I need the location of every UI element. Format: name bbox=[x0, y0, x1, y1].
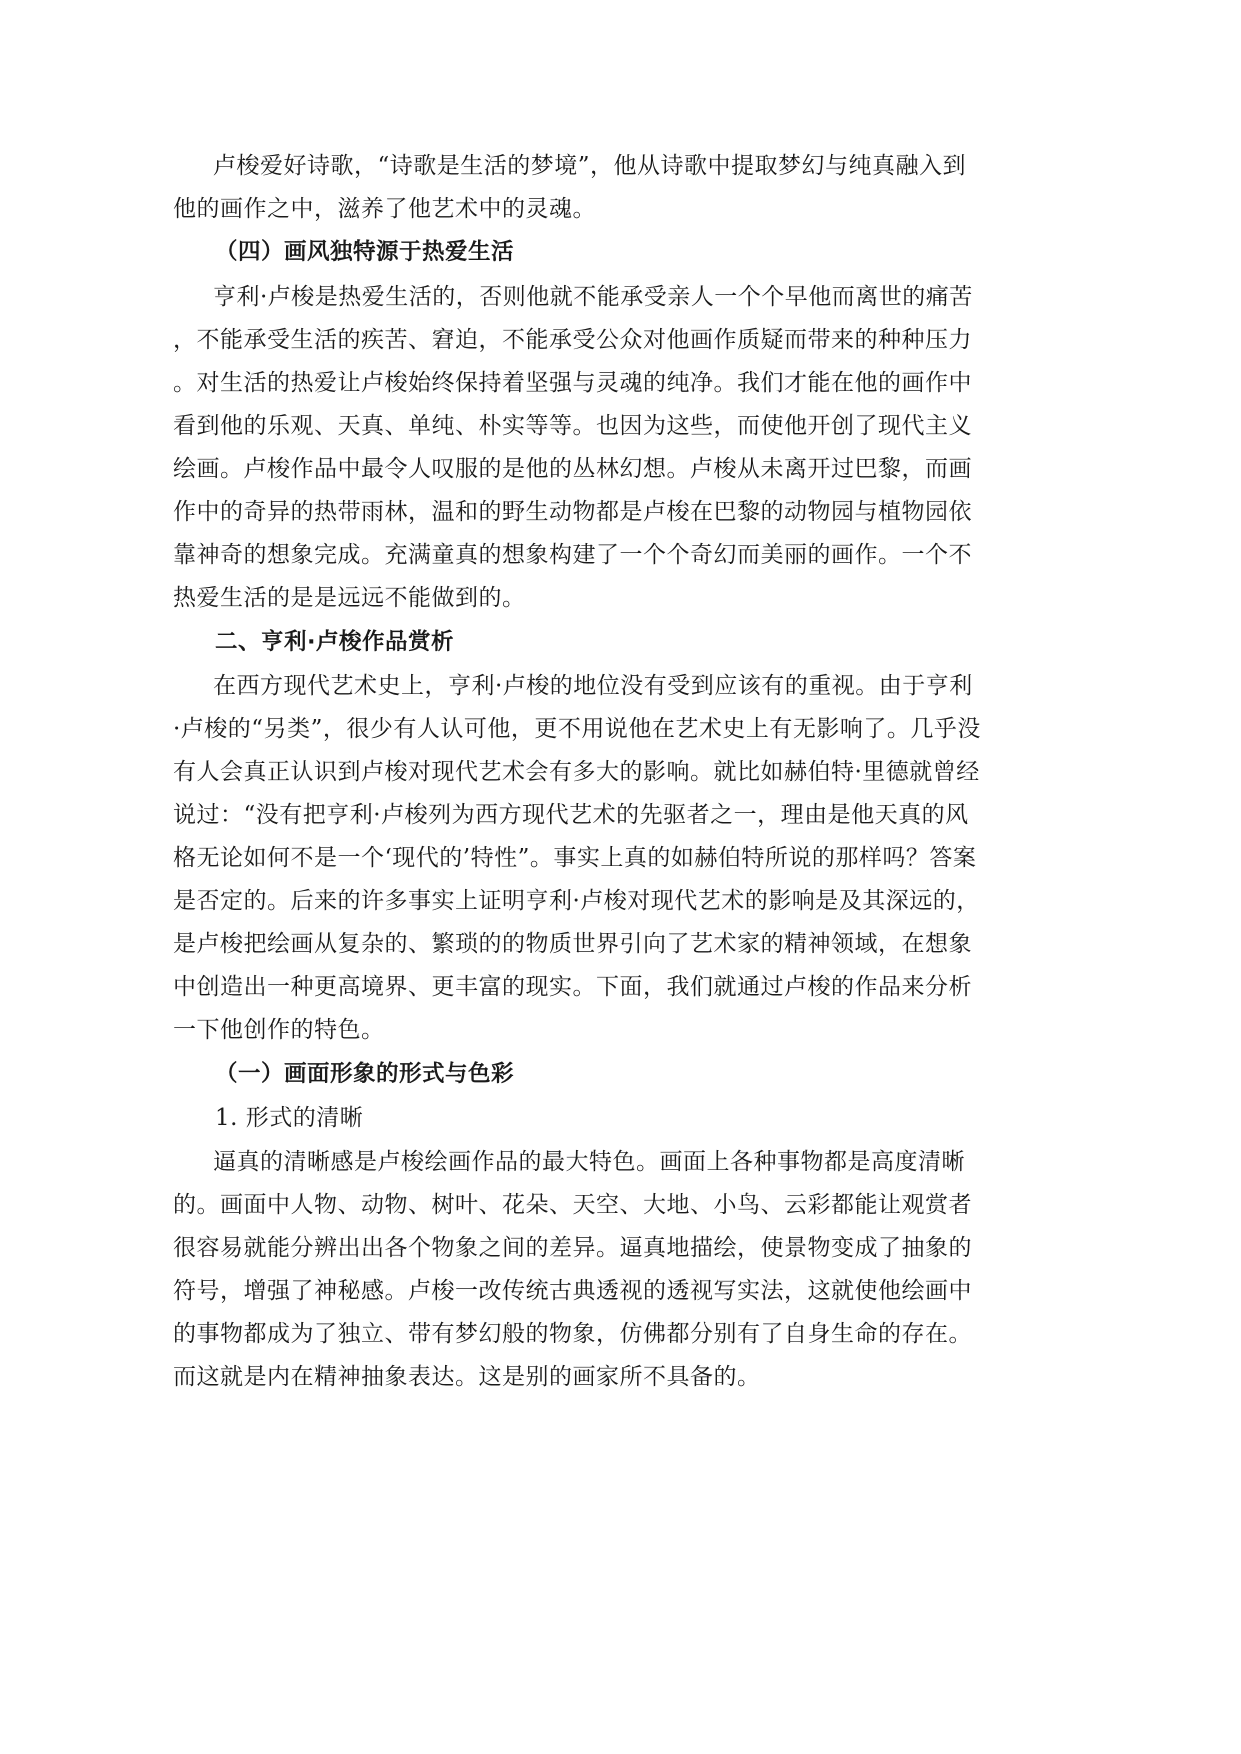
para-4-line-6: 而这就是内在精神抽象表达。这是别的画家所不具备的。 bbox=[173, 1364, 761, 1390]
heading-section-1: （一）画面形象的形式与色彩 bbox=[215, 1061, 515, 1087]
para-3-line-9: 一下他创作的特色。 bbox=[173, 1017, 385, 1043]
para-2-line-5: 绘画。卢梭作品中最令人叹服的是他的丛林幻想。卢梭从未离开过巴黎，而画 bbox=[173, 456, 972, 482]
subheading-1: 1. 形式的清晰 bbox=[215, 1105, 364, 1131]
para-4-line-2: 的。画面中人物、动物、树叶、花朵、天空、大地、小鸟、云彩都能让观赏者 bbox=[173, 1192, 972, 1218]
para-4-line-4: 符号，增强了神秘感。卢梭一改传统古典透视的透视写实法，这就使他绘画中 bbox=[173, 1278, 972, 1304]
para-1-line-2: 他的画作之中，滋养了他艺术中的灵魂。 bbox=[173, 196, 596, 222]
para-2-line-4: 看到他的乐观、天真、单纯、朴实等等。也因为这些，而使他开创了现代主义 bbox=[173, 413, 972, 439]
para-4-line-5: 的事物都成为了独立、带有梦幻般的物象，仿佛都分别有了自身生命的存在。 bbox=[173, 1321, 972, 1347]
para-2-line-1: 亨利·卢梭是热爱生活的，否则他就不能承受亲人一个个早他而离世的痛苦 bbox=[213, 284, 973, 310]
para-3-line-8: 中创造出一种更高境界、更丰富的现实。下面，我们就通过卢梭的作品来分析 bbox=[173, 974, 972, 1000]
para-3-line-1: 在西方现代艺术史上，亨利·卢梭的地位没有受到应该有的重视。由于亨利 bbox=[213, 673, 973, 699]
para-2-line-3: 。对生活的热爱让卢梭始终保持着坚强与灵魂的纯净。我们才能在他的画作中 bbox=[173, 370, 972, 396]
para-4-line-3: 很容易就能分辨出出各个物象之间的差异。逼真地描绘，使景物变成了抽象的 bbox=[173, 1235, 972, 1261]
para-3-line-5: 格无论如何不是一个‘现代的’特性”。事实上真的如赫伯特所说的那样吗？答案 bbox=[173, 845, 977, 871]
para-3-line-2: ·卢梭的“另类”，很少有人认可他，更不用说他在艺术史上有无影响了。几乎没 bbox=[173, 716, 981, 742]
para-3-line-3: 有人会真正认识到卢梭对现代艺术会有多大的影响。就比如赫伯特·里德就曾经 bbox=[173, 759, 980, 785]
heading-part-2: 二、亨利·卢梭作品赏析 bbox=[215, 629, 455, 655]
para-2-line-8: 热爱生活的是是远远不能做到的。 bbox=[173, 585, 526, 611]
para-1-line-1: 卢梭爱好诗歌，“诗歌是生活的梦境”，他从诗歌中提取梦幻与纯真融入到 bbox=[213, 153, 967, 179]
para-2-line-7: 靠神奇的想象完成。充满童真的想象构建了一个个奇幻而美丽的画作。一个不 bbox=[173, 542, 972, 568]
para-2-line-6: 作中的奇异的热带雨林，温和的野生动物都是卢梭在巴黎的动物园与植物园依 bbox=[173, 499, 972, 525]
para-4-line-1: 逼真的清晰感是卢梭绘画作品的最大特色。画面上各种事物都是高度清晰 bbox=[213, 1149, 965, 1175]
para-3-line-4: 说过：“没有把亨利·卢梭列为西方现代艺术的先驱者之一，理由是他天真的风 bbox=[173, 802, 969, 828]
heading-section-4: （四）画风独特源于热爱生活 bbox=[215, 239, 515, 265]
para-3-line-6: 是否定的。后来的许多事实上证明亨利·卢梭对现代艺术的影响是及其深远的， bbox=[173, 888, 980, 914]
para-2-line-2: ，不能承受生活的疾苦、窘迫，不能承受公众对他画作质疑而带来的种种压力 bbox=[173, 327, 972, 353]
para-3-line-7: 是卢梭把绘画从复杂的、繁琐的的物质世界引向了艺术家的精神领域，在想象 bbox=[173, 931, 972, 957]
